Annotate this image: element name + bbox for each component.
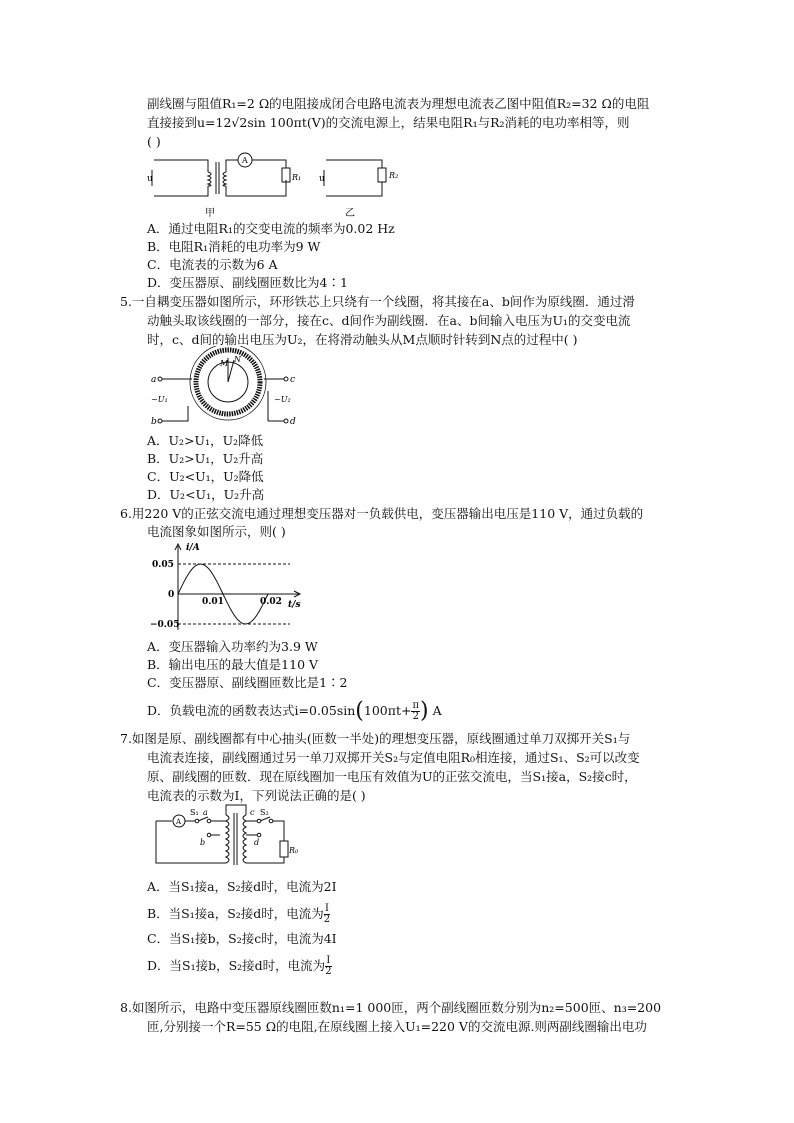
q7-option-d-numerator: I <box>326 955 331 966</box>
q7-fig-b: b <box>200 838 206 847</box>
q5-fig-u2: ~U₂ <box>274 395 291 404</box>
q5-fig-d: d <box>290 417 296 427</box>
q7-text-line1: 7.如图是原、副线圈都有中心抽头(匝数一半处)的理想变压器，原线圈通过单刀双掷开关S₁与 <box>120 731 631 746</box>
q4-fig-u2-label: u <box>319 174 325 184</box>
q4-option-b: B．电阻R₁消耗的电功率为9 W <box>147 239 321 254</box>
q7-option-d-text: D．当S₁接b，S₂接d时，电流为 <box>147 958 326 973</box>
q6-option-c: C．变压器原、副线圈匝数比是1∶2 <box>147 675 348 690</box>
q6-fig-x-tick1: 0.01 <box>202 597 224 607</box>
q5-option-d: D．U₂<U₁，U₂升高 <box>147 487 265 502</box>
q5-fig-a: a <box>151 375 157 385</box>
q7-option-d <box>147 955 332 977</box>
q5-fig-b: b <box>151 417 157 427</box>
q7-option-c: C．当S₁接b，S₂接c时，电流为4I <box>147 931 337 946</box>
q7-option-b-fraction <box>324 904 330 925</box>
q7-option-d-fraction <box>325 956 331 977</box>
q6-option-a: A．变压器输入功率约为3.9 W <box>147 639 318 654</box>
q6-option-d-term: 100πt+ <box>363 703 412 718</box>
q5-fig-c: c <box>290 375 296 385</box>
q6-text-line2: 电流图象如图所示，则( ) <box>147 524 286 539</box>
q5-option-b: B．U₂>U₁，U₂升高 <box>147 451 264 466</box>
q6-text-line1: 6.用220 V的正弦交流电通过理想变压器对一负载供电，变压器输出电压是110 V，通过负载的 <box>120 506 644 521</box>
q6-option-d: D．负载电流的函数表达式i=0.05sin(100πt+ $\frac{\pi}{2}$ ) A <box>147 698 442 724</box>
q6-option-b: B．输出电压的最大值是110 V <box>147 657 319 672</box>
q6-option-d-numerator: π <box>412 700 420 711</box>
q4-fig-caption-yi: 乙 <box>345 208 355 219</box>
q7-fig-s1: S₁ <box>190 808 199 817</box>
q6-current-graph <box>150 540 310 632</box>
q6-option-d-denominator: 2 <box>412 711 419 722</box>
q6-option-d-fraction <box>411 701 420 722</box>
q4-fig-caption-jia: 甲 <box>205 208 215 219</box>
q8-text-line1: 8.如图所示，电路中变压器原线圈匝数n₁=1 000匝，两个副线圈匝数分别为n₂=500匝、n₃=200 <box>120 1000 662 1015</box>
q6-fig-ylabel: i/A <box>186 543 200 553</box>
q4-option-d: D．变压器原、副线圈匝数比为4∶1 <box>147 275 348 290</box>
q5-fig-m: M <box>220 359 229 368</box>
q5-option-c: C．U₂<U₁，U₂降低 <box>147 469 264 484</box>
q5-text-line1: 5.一自耦变压器如图所示，环形铁芯上只绕有一个线圈，将其接在a、b间作为原线圈．通过滑 <box>120 294 635 309</box>
q7-fig-c: c <box>250 808 255 817</box>
q7-text-line4: 电流表的示数为I，下列说法正确的是( ) <box>147 788 366 803</box>
q5-fig-u1: ~U₁ <box>151 395 168 404</box>
q4-text-line1: 副线圈与阻值R₁=2 Ω的电阻接成闭合电路电流表为理想电流表乙图中阻值R₂=32 Ω的电阻 <box>147 96 650 111</box>
q6-fig-x-tick2: 0.02 <box>260 597 282 607</box>
q7-option-a: A．当S₁接a，S₂接d时，电流为2I <box>147 879 337 894</box>
q7-option-b-denominator: 2 <box>323 914 331 925</box>
q6-fig-y-min: −0.05 <box>150 620 180 630</box>
q5-text-line3: 时，c、d间的输出电压为U₂，在将滑动触头从M点顺时针转到N点的过程中( ) <box>147 332 578 347</box>
q8-text-line2: 匝,分别接一个R=55 Ω的电阻,在原线圈上接入U₁=220 V的交流电源.则两副线圈输出电功 <box>147 1019 647 1034</box>
q6-fig-y-max: 0.05 <box>152 560 174 570</box>
q7-fig-s2: S₂ <box>260 808 269 817</box>
q6-fig-y-zero: 0 <box>168 590 175 600</box>
q4-fig-ammeter-label: A <box>242 156 248 165</box>
q7-fig-ammeter-label: A <box>176 818 182 826</box>
q7-text-line2: 电流表连接，副线圈通过另一单刀双掷开关S₂与定值电阻R₀相连接，通过S₁、S₂可以改变 <box>147 750 640 765</box>
q4-text-line2: 直接接到u=12√2sin 100πt(V)的交流电源上，结果电阻R₁与R₂消耗的电功率相等，则 <box>147 115 630 130</box>
q4-option-a: A．通过电阻R₁的交变电流的频率为0.02 Hz <box>147 221 395 236</box>
q6-option-d-prefix: D．负载电流的函数表达式i=0.05sin <box>147 703 356 718</box>
q4-fig-r2-label: R₂ <box>389 171 399 180</box>
q4-option-c: C．电流表的示数为6 A <box>147 257 278 272</box>
q6-option-d-unit: A <box>432 703 442 718</box>
q4-circuit-figure <box>146 150 416 222</box>
q7-option-d-denominator: 2 <box>325 966 332 977</box>
q4-text-line3: ( ) <box>147 134 161 149</box>
q5-text-line2: 动触头取该线圈的一部分，接在c、d间作为副线圈．在a、b间输入电压为U₁的交变电流 <box>147 313 631 328</box>
q7-option-b-numerator: I <box>325 903 329 914</box>
q7-option-b-text: B．当S₁接a，S₂接d时，电流为 <box>147 906 324 921</box>
q4-fig-u-label: u <box>147 174 153 184</box>
q7-fig-a: a <box>203 808 208 817</box>
q5-option-a: A．U₂>U₁，U₂降低 <box>147 433 264 448</box>
q7-fig-r0: R₀ <box>289 846 299 855</box>
q5-fig-n: N <box>234 355 241 364</box>
q7-circuit-figure <box>150 803 300 875</box>
q7-fig-d: d <box>254 838 260 847</box>
q4-fig-r1-label: R₁ <box>292 173 302 182</box>
q7-text-line3: 原、副线圈的匝数．现在原线圈加一电压有效值为U的正弦交流电，当S₁接a，S₂接c时， <box>147 769 637 784</box>
q5-autotransformer-figure <box>148 346 298 430</box>
q6-fig-xlabel: t/s <box>288 600 301 610</box>
q7-option-b <box>147 903 330 925</box>
